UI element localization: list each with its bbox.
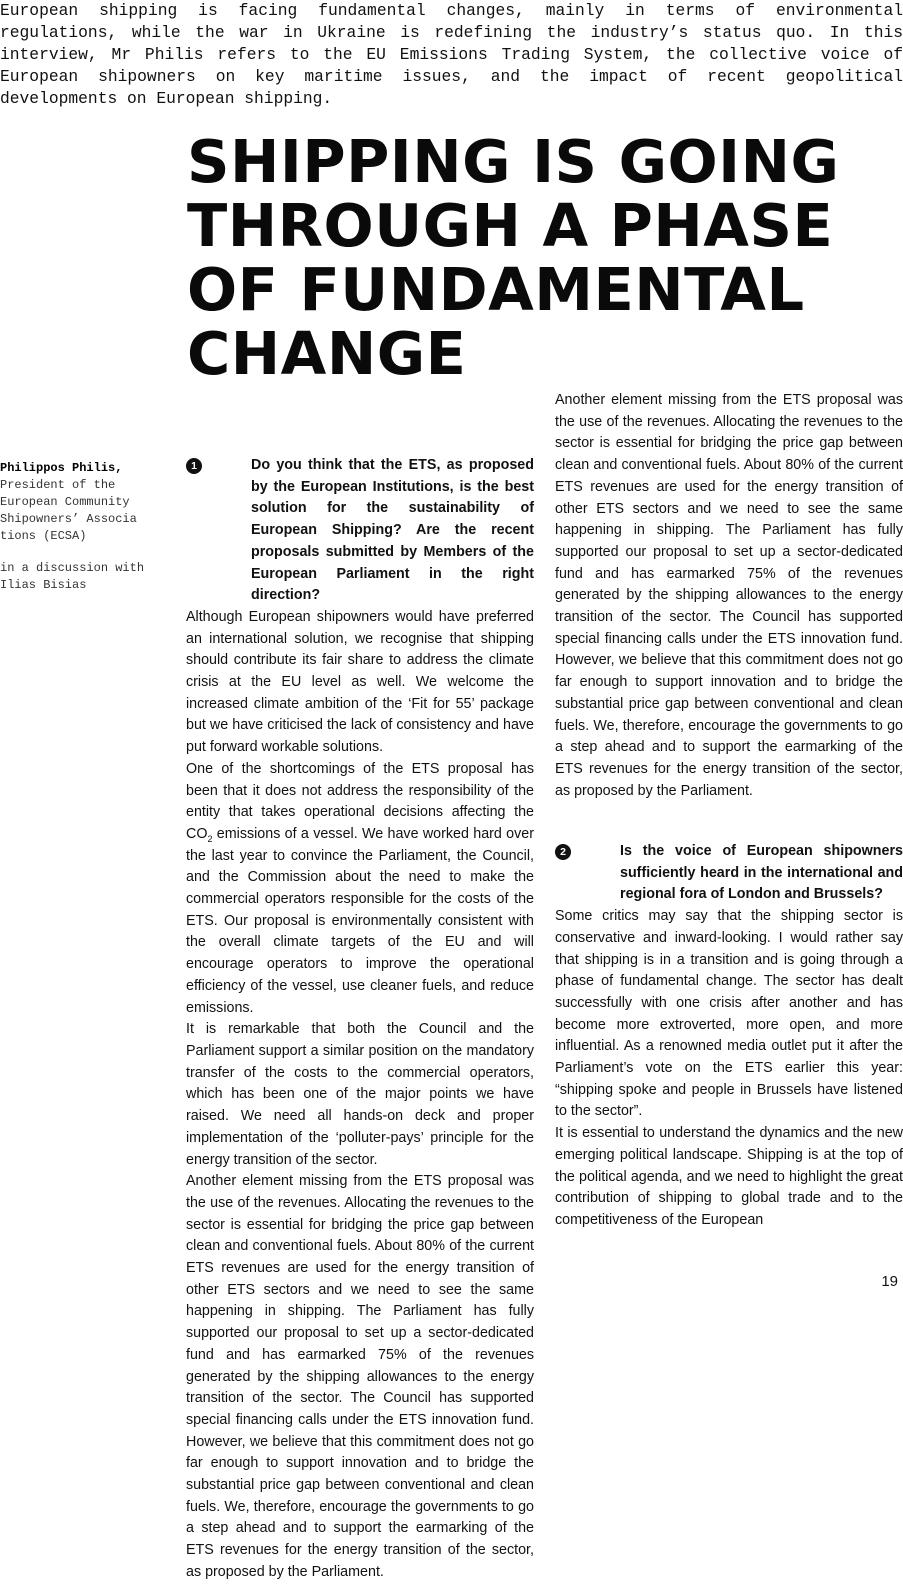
question-2 (555, 841, 903, 906)
interviewee-sidebar (0, 460, 170, 609)
continued-paragraph-window (555, 392, 903, 823)
answer-paragraph: It is remarkable that both the Council and the Parliament support a similar position on the mandatory transfer of the costs to the commercial operators, which has been one of the major points we have raised. We need all hands-on deck and proper implementation of the ‘polluter-pays’ principle for the energy transition of the sector. (186, 1021, 534, 1168)
interviewer-credit: in a discussion with Ilias Bisias (0, 561, 145, 592)
question-number-badge: 2 (555, 844, 571, 860)
question-text: Do you think that the ETS, as proposed by the European Institutions, is the best solution for the sustainability of European Shipping? Are the recent proposals submitted by Members of the European Parliament in the right direction? (251, 457, 534, 604)
interviewee-credit (0, 460, 170, 545)
headline-line: OF FUNDAMENTAL (187, 255, 805, 324)
answer-paragraph (186, 759, 534, 1019)
answer-paragraph: Although European shipowners would have preferred an international solution, we recognise that shipping should contribute its fair share to address the climate crisis at the EU level as well. We welcome the increased climate ambition of the ‘Fit for 55’ package but we have criticised the lack of consistency and have put forward workable solutions. (186, 608, 534, 756)
page-number: 19 (881, 1273, 898, 1290)
interviewee-name: Philippos Philis, (0, 461, 123, 475)
question-text: Is the voice of European shipowners sufficiently heard in the international and regional fora of London and Brussels? (620, 843, 903, 903)
answer-text: One of the shortcomings of the ETS proposal has been that it does not address the responsibility of the entity that takes operational decisions affecting the CO (186, 760, 534, 842)
text-column-right (555, 392, 903, 1232)
text-column-left (186, 455, 534, 1580)
headline-line: THROUGH A PHASE (187, 191, 834, 260)
headline-line: SHIPPING IS GOING (187, 127, 840, 196)
subscript: 2 (207, 833, 213, 844)
answer-text: emissions of a vessel. We have worked hard over the last year to convince the Parliament, the Council, and the Commission about the need to make the commercial operators responsible for the costs of the ETS. Our proposal is environmentally consistent with the overall climate targets of the EU and will encourage operators to improve the operational efficiency of the vessel, use cleaner fuels, and reduce emissions. (186, 825, 534, 1016)
answer-paragraph-continued: Another element missing from the ETS proposal was the use of the revenues. Allocating the revenues to the sector is essential for bridging the price gap between clean and conventional fuels. About 80% of the current ETS revenues are used for the energy transition of other ETS sectors and we need to see the same happening in shipping. The Parliament has fully supported our proposal to set up a sector-dedicated fund and has earmarked 75% of the revenues generated by the shipping allowances to the energy transition of the sector. The Council has supported special financing calls under the ETS innovation fund. However, we believe that this commitment does not go far enough to support innovation and to bridge the substantial price gap between conventional and clean fuels. We, therefore, encourage the governments to go a step ahead and to support the earmarking of the ETS revenues for the energy transition of the sector, as proposed by the Parliament. (186, 1173, 534, 1580)
article-headline (187, 127, 903, 388)
answer-paragraph: It is essential to understand the dynamics and the new emerging political landscape. Shipping is at the top of the political agenda, and we need to highlight the great contribution of shipping to global trade and to the competitiveness of the European (555, 1125, 903, 1228)
headline-line: CHANGE (187, 319, 467, 388)
section-gap (555, 823, 903, 841)
answer-paragraph-continuation: Another element missing from the ETS proposal was the use of the revenues. Allocating the revenues to the sector is essential for bridging the price gap between clean and conventional fuels. About 80% of the current ETS revenues are used for the energy transition of other ETS sectors and we need to see the same happening in shipping. The Parliament has fully supported our proposal to set up a sector-dedicated fund and has earmarked 75% of the revenues generated by the shipping allowances to the energy transition of the sector. The Council has supported special financing calls under the ETS innovation fund. However, we believe that this commitment does not go far enough to support innovation and to bridge the substantial price gap between conventional and clean fuels. We, therefore, encourage the governments to go a step ahead and to support the earmarking of the ETS revenues for the energy transition of the sector, as proposed by the Parliament. (555, 392, 903, 799)
interviewee-role: President of the European Community Shipowners’ Associa tions (ECSA) (0, 478, 137, 543)
intro-paragraph: European shipping is facing fundamental changes, mainly in terms of environmental regulations, while the war in Ukraine is redefining the industry’s status quo. In this interview, Mr Philis refers to the EU Emissions Trading System, the collective voice of European shipowners on key maritime issues, and the impact of recent geopolitical developments on European shipping. (0, 1, 903, 108)
question-1 (186, 455, 534, 607)
question-number-badge: 1 (186, 458, 202, 474)
answer-paragraph: Some critics may say that the shipping sector is conservative and inward-looking. I would rather say that shipping is in a transition and is going through a phase of fundamental change. The sector has dealt successfully with one crisis after another and has become more extroverted, more open, and more influential. As a renowned media outlet put it after the Parliament’s vote on the ETS earlier this year: “shipping spoke and people in Brussels have listened to the sector”. (555, 908, 903, 1120)
